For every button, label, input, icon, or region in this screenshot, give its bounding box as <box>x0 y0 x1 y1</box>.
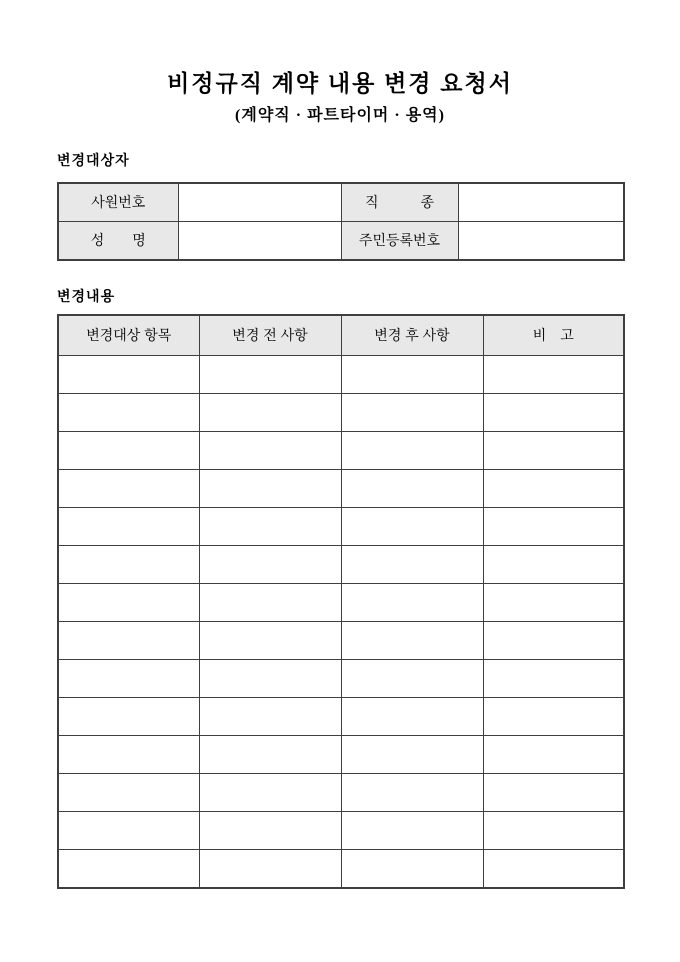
change-table-cell[interactable] <box>483 697 624 735</box>
change-table-row <box>58 811 624 849</box>
change-table-cell[interactable] <box>199 697 341 735</box>
document-subtitle: (계약직 · 파트타이머 · 용역) <box>235 106 445 124</box>
change-table-row <box>58 659 624 697</box>
change-table-cell[interactable] <box>341 849 483 888</box>
subject-row-2 <box>58 221 624 260</box>
change-table-cell[interactable] <box>199 583 341 621</box>
subject-section-heading: 변경대상자 <box>57 151 130 168</box>
change-table-cell[interactable] <box>58 469 199 507</box>
change-table-cell[interactable] <box>199 431 341 469</box>
change-table-cell[interactable] <box>483 811 624 849</box>
subject-row-1 <box>58 183 624 222</box>
change-table <box>57 314 625 889</box>
resident-no-label: 주민등록번호 <box>341 221 458 260</box>
change-table-cell[interactable] <box>199 469 341 507</box>
column-header-after-change: 변경 후 사항 <box>341 315 483 356</box>
change-table-cell[interactable] <box>341 469 483 507</box>
change-table-cell[interactable] <box>341 545 483 583</box>
change-table-cell[interactable] <box>483 469 624 507</box>
change-table-cell[interactable] <box>58 849 199 888</box>
change-table-cell[interactable] <box>483 545 624 583</box>
change-table-cell[interactable] <box>58 545 199 583</box>
change-table-row <box>58 507 624 545</box>
document-title: 비정규직 계약 내용 변경 요청서 <box>167 71 513 96</box>
change-table-row <box>58 621 624 659</box>
change-table-cell[interactable] <box>199 811 341 849</box>
change-table-row <box>58 431 624 469</box>
change-table-cell[interactable] <box>483 431 624 469</box>
change-table-cell[interactable] <box>199 355 341 393</box>
change-table-cell[interactable] <box>199 621 341 659</box>
column-header-remarks: 비 고 <box>483 315 624 356</box>
change-table-cell[interactable] <box>199 507 341 545</box>
change-table-cell[interactable] <box>58 431 199 469</box>
subject-table <box>57 182 625 261</box>
change-table-cell[interactable] <box>58 811 199 849</box>
employee-no-field[interactable] <box>178 183 341 222</box>
job-type-field[interactable] <box>458 183 624 222</box>
change-table-cell[interactable] <box>199 773 341 811</box>
change-table-cell[interactable] <box>58 735 199 773</box>
change-table-cell[interactable] <box>483 583 624 621</box>
change-table-row <box>58 355 624 393</box>
resident-no-field[interactable] <box>458 221 624 260</box>
change-table-cell[interactable] <box>199 735 341 773</box>
change-table-cell[interactable] <box>58 393 199 431</box>
change-table-cell[interactable] <box>58 659 199 697</box>
change-table-cell[interactable] <box>58 507 199 545</box>
change-table-cell[interactable] <box>341 507 483 545</box>
change-table-cell[interactable] <box>199 849 341 888</box>
change-table-cell[interactable] <box>341 355 483 393</box>
change-table-row <box>58 697 624 735</box>
change-table-cell[interactable] <box>341 659 483 697</box>
change-table-row <box>58 773 624 811</box>
change-table-cell[interactable] <box>341 431 483 469</box>
change-table-cell[interactable] <box>341 583 483 621</box>
change-table-cell[interactable] <box>341 621 483 659</box>
change-table-cell[interactable] <box>483 849 624 888</box>
name-field[interactable] <box>178 221 341 260</box>
change-table-cell[interactable] <box>341 773 483 811</box>
change-table-cell[interactable] <box>483 735 624 773</box>
change-table-cell[interactable] <box>483 773 624 811</box>
change-table-header-row <box>58 315 624 356</box>
change-table-cell[interactable] <box>341 811 483 849</box>
change-table-body <box>58 355 624 888</box>
change-table-cell[interactable] <box>58 621 199 659</box>
job-type-label: 직 종 <box>341 183 458 222</box>
change-table-row <box>58 849 624 888</box>
column-header-before-change: 변경 전 사항 <box>199 315 341 356</box>
change-table-cell[interactable] <box>58 773 199 811</box>
change-table-cell[interactable] <box>58 697 199 735</box>
change-table-cell[interactable] <box>199 393 341 431</box>
change-table-cell[interactable] <box>58 583 199 621</box>
column-header-change-item: 변경대상 항목 <box>58 315 199 356</box>
change-table-row <box>58 583 624 621</box>
change-section-heading: 변경내용 <box>57 287 116 304</box>
change-table-cell[interactable] <box>341 735 483 773</box>
change-table-cell[interactable] <box>58 355 199 393</box>
change-table-row <box>58 393 624 431</box>
name-label: 성 명 <box>58 221 178 260</box>
employee-no-label: 사원번호 <box>58 183 178 222</box>
change-table-row <box>58 545 624 583</box>
change-table-cell[interactable] <box>483 621 624 659</box>
change-table-cell[interactable] <box>483 355 624 393</box>
change-table-cell[interactable] <box>199 659 341 697</box>
change-table-cell[interactable] <box>483 393 624 431</box>
change-table-cell[interactable] <box>483 659 624 697</box>
change-table-row <box>58 469 624 507</box>
change-table-row <box>58 735 624 773</box>
change-table-cell[interactable] <box>341 697 483 735</box>
change-table-cell[interactable] <box>199 545 341 583</box>
change-table-cell[interactable] <box>483 507 624 545</box>
change-table-cell[interactable] <box>341 393 483 431</box>
